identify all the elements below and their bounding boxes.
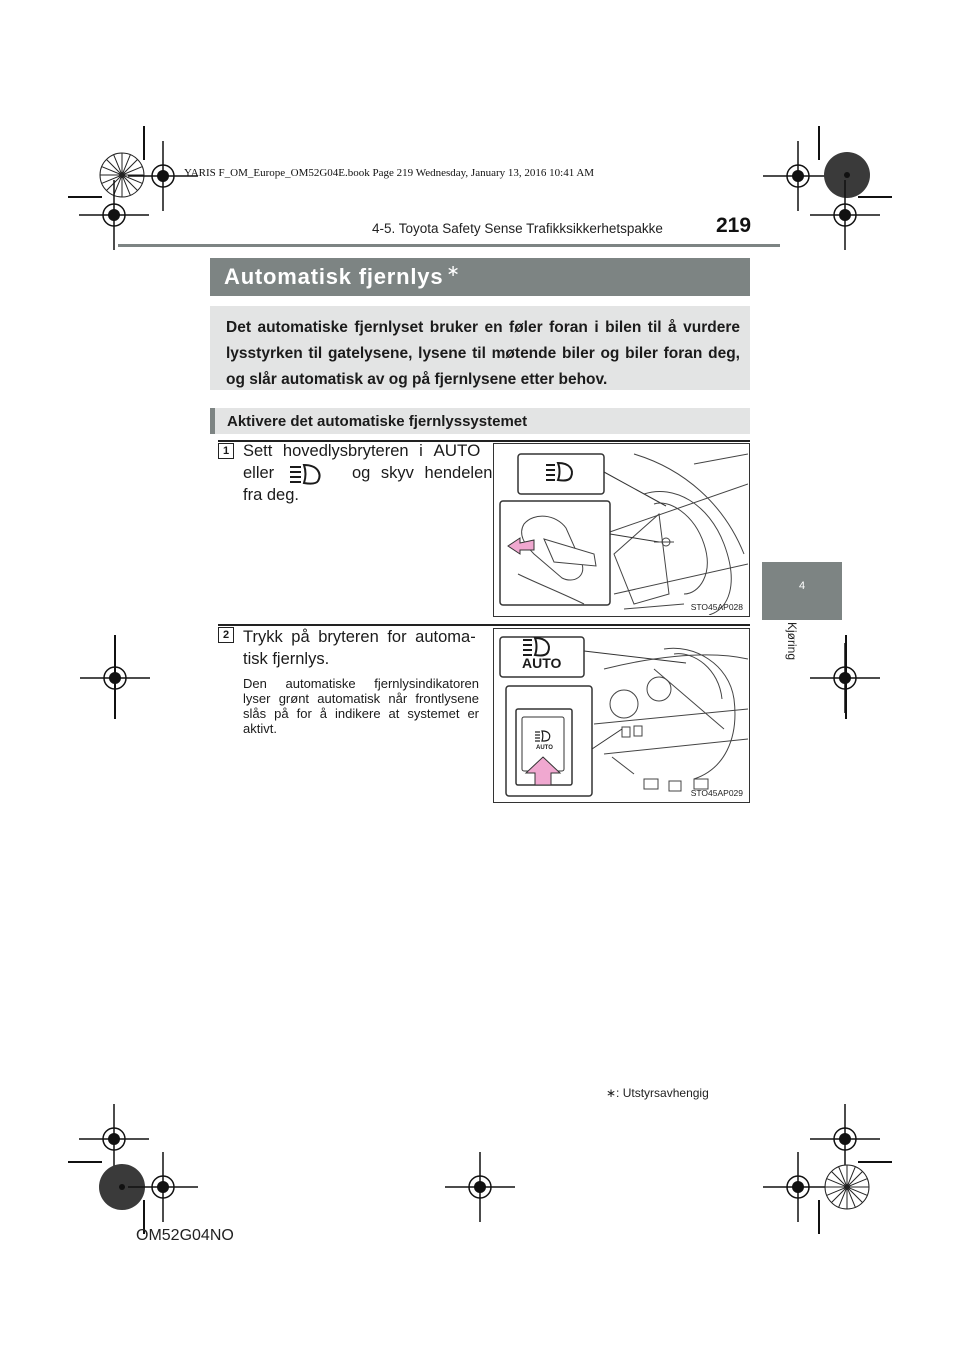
crosshair-mark <box>445 1152 515 1222</box>
section-title <box>210 258 750 296</box>
trim-line <box>818 1200 820 1234</box>
trim-line <box>858 1161 892 1163</box>
footnote: ∗: Utstyrsavhengig <box>606 1086 709 1100</box>
equipment-marker: ∗ <box>446 263 460 280</box>
trim-line <box>845 635 847 719</box>
trim-line <box>114 635 116 719</box>
trim-line <box>143 126 145 160</box>
running-header: 4-5. Toyota Safety Sense Trafikksikkerhetspakke <box>372 221 663 236</box>
intro-text: Det automatiske fjernlyset bruker en føler foran i bilen til å vurdere lysstyrken til gatelysene, lysene til møtende biler og biler foran deg, og slår automatisk av og på fjernlysene etter behov. <box>226 319 740 388</box>
chapter-tab <box>762 562 842 620</box>
step-1-text-line2: eller <box>243 464 275 482</box>
figure-code: STO45AP029 <box>690 788 743 798</box>
trim-line <box>68 1161 102 1163</box>
figure-code: STO45AP028 <box>690 602 743 612</box>
trim-line <box>858 196 892 198</box>
lever-illustration <box>494 444 748 615</box>
subheading <box>210 408 750 434</box>
figure-headlight-lever <box>493 443 750 617</box>
figure-auto-high-beam-switch <box>493 628 750 803</box>
crosshair-mark <box>128 1152 198 1222</box>
header-rule <box>118 244 780 247</box>
step-1-text: Sett hovedlysbryteren i <box>243 442 423 460</box>
chapter-number: 4 <box>798 580 806 592</box>
book-info: YARIS F_OM_Europe_OM52G04E.book Page 219 Wednesday, January 13, 2016 10:41 AM <box>184 167 595 179</box>
step-1-text-line2b: og skyv hendelen <box>352 464 493 482</box>
chapter-title: Kjøring <box>785 622 799 661</box>
switch-auto-label: AUTO <box>536 745 553 751</box>
subheading-text: Aktivere det automatiske fjernlyssystemet <box>227 412 528 430</box>
auto-label: AUTO <box>433 441 481 460</box>
step-2-note: Den automatiske fjernlysindikatoren lyser grønt automatisk når frontlysene slås på for å indikere at systemet er aktivt. <box>243 676 479 736</box>
document-code: OM52G04NO <box>136 1227 234 1244</box>
step-1-text-line3: fra deg. <box>243 486 299 504</box>
auto-label: AUTO <box>522 655 562 671</box>
chapter-label <box>781 622 801 682</box>
step-1-text-line1 <box>243 440 483 462</box>
crosshair-mark <box>79 180 149 250</box>
page-number: 219 <box>716 214 752 237</box>
section-title-text: Automatisk fjernlys <box>224 264 444 289</box>
step-2-text-line2: tisk fjernlys. <box>243 650 330 668</box>
trim-line <box>68 196 102 198</box>
headlight-icon <box>288 462 324 486</box>
trim-line <box>818 126 820 160</box>
step-2-text-line1: Trykk på bryteren for automa- <box>243 628 476 646</box>
step-number-2: 2 <box>218 627 234 643</box>
crosshair-mark <box>810 180 880 250</box>
step-number-1: 1 <box>218 443 234 459</box>
registration-mark-bottom-right <box>822 1162 872 1212</box>
intro-box <box>210 306 750 390</box>
